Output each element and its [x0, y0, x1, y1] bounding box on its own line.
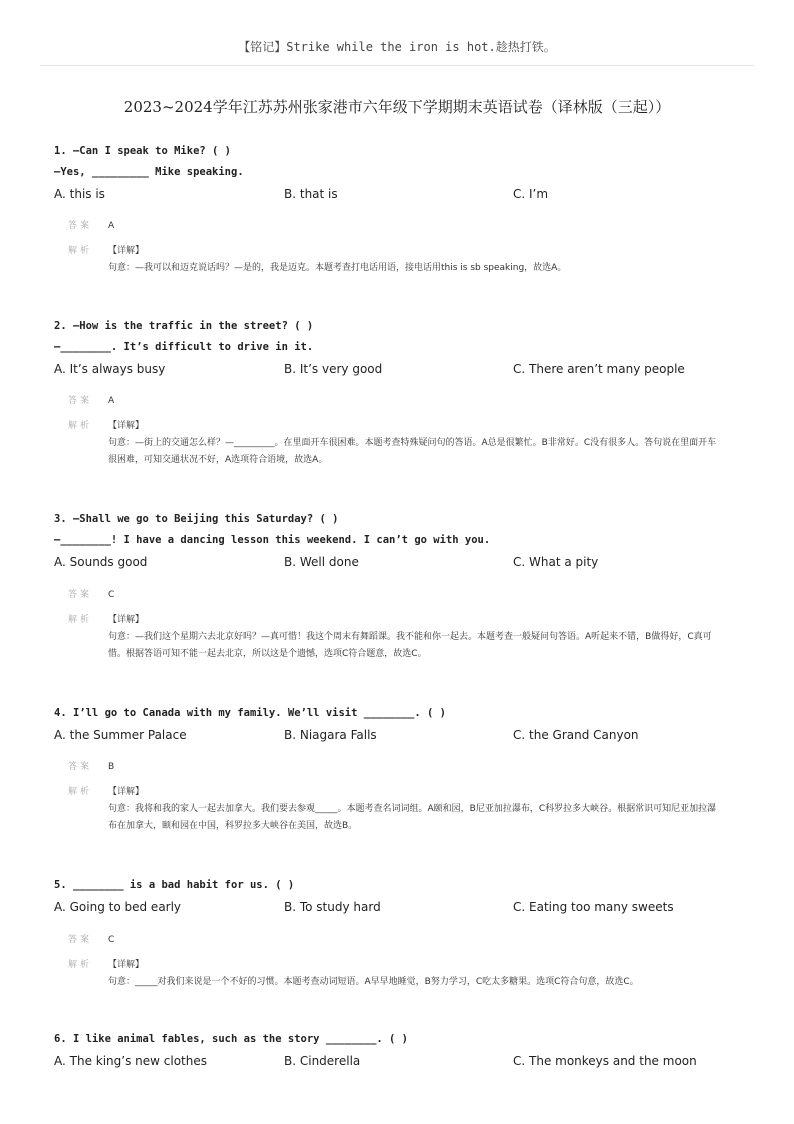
question-2 [54, 316, 744, 380]
question-6 [54, 1029, 744, 1072]
question-1 [54, 141, 744, 205]
analysis-label: 解析 [68, 787, 93, 797]
answer-value: C [108, 590, 115, 600]
answer-label: 答案 [68, 935, 93, 945]
explanation-text: 句意：我将和我的家人一起去加拿大。我们要去参观_____。本题考查名词词组。A颐和园，B尼亚加拉瀑布，C科罗拉多大峡谷。根据常识可知尼亚加拉瀑布在加拿大，颐和园在中国，科罗拉多大峡谷在美国，故选B。 [108, 804, 717, 831]
question-stem-line: —________! I have a dancing lesson this weekend. I can’t go with you. [54, 534, 491, 546]
answer-block-5 [68, 932, 718, 991]
question-stem-line: —Yes, _________ Mike speaking. [54, 166, 244, 178]
option-c[interactable]: C. I’m [513, 187, 549, 201]
option-a[interactable]: A. Going to bed early [54, 900, 182, 914]
detail-heading: 【详解】 [108, 787, 145, 797]
question-stem-line: 3. —Shall we go to Beijing this Saturday? ( ) [54, 513, 339, 525]
answer-value: A [108, 396, 115, 406]
answer-row [68, 932, 718, 949]
answer-row [68, 218, 718, 235]
analysis-row [68, 612, 718, 663]
option-b[interactable]: B. To study hard [284, 900, 381, 914]
answer-value: A [108, 221, 115, 231]
question-4 [54, 703, 744, 746]
answer-value: C [108, 935, 115, 945]
option-a[interactable]: A. The king’s new clothes [54, 1054, 207, 1068]
analysis-label: 解析 [68, 615, 93, 625]
question-stem-line: 1. —Can I speak to Mike? ( ) [54, 145, 232, 157]
option-a[interactable]: A. the Summer Palace [54, 728, 187, 742]
option-b[interactable]: B. Well done [284, 555, 359, 569]
option-c[interactable]: C. the Grand Canyon [513, 728, 639, 742]
question-stem-line: 2. —How is the traffic in the street? ( ) [54, 320, 314, 332]
explanation-text: 句意：—我们这个星期六去北京好吗？—真可惜！我这个周末有舞蹈课。我不能和你一起去。本题考查一般疑问句答语。A听起来不错，B做得好，C真可惜。根据答语可知不能一起去北京，所以这是个遗憾，选项C符合题意，故选C。 [108, 632, 712, 659]
option-a[interactable]: A. Sounds good [54, 555, 148, 569]
analysis-row [68, 784, 718, 835]
answer-block-2 [68, 393, 718, 469]
detail-heading: 【详解】 [108, 421, 145, 431]
answer-label: 答案 [68, 221, 93, 231]
option-b[interactable]: B. that is [284, 187, 338, 201]
option-c[interactable]: C. What a pity [513, 555, 599, 569]
option-b[interactable]: B. Cinderella [284, 1054, 361, 1068]
option-b[interactable]: B. Niagara Falls [284, 728, 377, 742]
question-stem-line: 6. I like animal fables, such as the story ________. ( ) [54, 1033, 409, 1045]
option-a[interactable]: A. this is [54, 187, 105, 201]
option-b[interactable]: B. It’s very good [284, 362, 383, 376]
answer-row [68, 759, 718, 776]
options-row [54, 724, 744, 746]
analysis-row [68, 418, 718, 469]
answer-label: 答案 [68, 762, 93, 772]
header-divider [40, 65, 754, 66]
answer-row [68, 587, 718, 604]
option-a[interactable]: A. It’s always busy [54, 362, 166, 376]
analysis-label: 解析 [68, 246, 93, 256]
analysis-row [68, 243, 718, 277]
answer-label: 答案 [68, 396, 93, 406]
detail-heading: 【详解】 [108, 960, 145, 970]
options-row [54, 1050, 744, 1072]
option-c[interactable]: C. There aren’t many people [513, 362, 685, 376]
question-stem-line: 4. I’ll go to Canada with my family. We’ll visit ________. ( ) [54, 707, 446, 719]
option-c[interactable]: C. Eating too many sweets [513, 900, 674, 914]
answer-block-3 [68, 587, 718, 663]
options-row [54, 358, 744, 380]
answer-label: 答案 [68, 590, 93, 600]
question-3 [54, 509, 744, 573]
detail-heading: 【详解】 [108, 615, 145, 625]
analysis-row [68, 957, 718, 991]
option-c[interactable]: C. The monkeys and the moon [513, 1054, 697, 1068]
exam-title: 2023~2024学年江苏苏州张家港市六年级下学期期末英语试卷（译林版（三起）） [123, 98, 671, 116]
question-5 [54, 875, 744, 918]
options-row [54, 896, 744, 918]
options-row [54, 183, 744, 205]
explanation-text: 句意：—街上的交通怎么样？—_________。在里面开车很困难。本题考查特殊疑问句的答语。A总是很繁忙。B非常好。C没有很多人。答句说在里面开车很困难，可知交通状况不好，A选项符合语境，故选A。 [108, 438, 717, 465]
explanation-text: 句意：_____对我们来说是一个不好的习惯。本题考查动词短语。A早早地睡觉，B努力学习，C吃太多糖果。选项C符合句意，故选C。 [108, 977, 639, 987]
analysis-label: 解析 [68, 421, 93, 431]
answer-value: B [108, 762, 115, 772]
analysis-label: 解析 [68, 960, 93, 970]
question-stem-line: 5. ________ is a bad habit for us. ( ) [54, 879, 295, 891]
answer-row [68, 393, 718, 410]
question-stem-line: —________. It’s difficult to drive in it. [54, 341, 314, 353]
motto-header: 【铭记】Strike while the iron is hot.趁热打铁。 [238, 40, 556, 54]
answer-block-4 [68, 759, 718, 835]
answer-block-1 [68, 218, 718, 277]
options-row [54, 551, 744, 573]
explanation-text: 句意：—我可以和迈克说话吗？—是的，我是迈克。本题考查打电话用语，接电话用this is sb speaking，故选A。 [108, 263, 567, 273]
detail-heading: 【详解】 [108, 246, 145, 256]
